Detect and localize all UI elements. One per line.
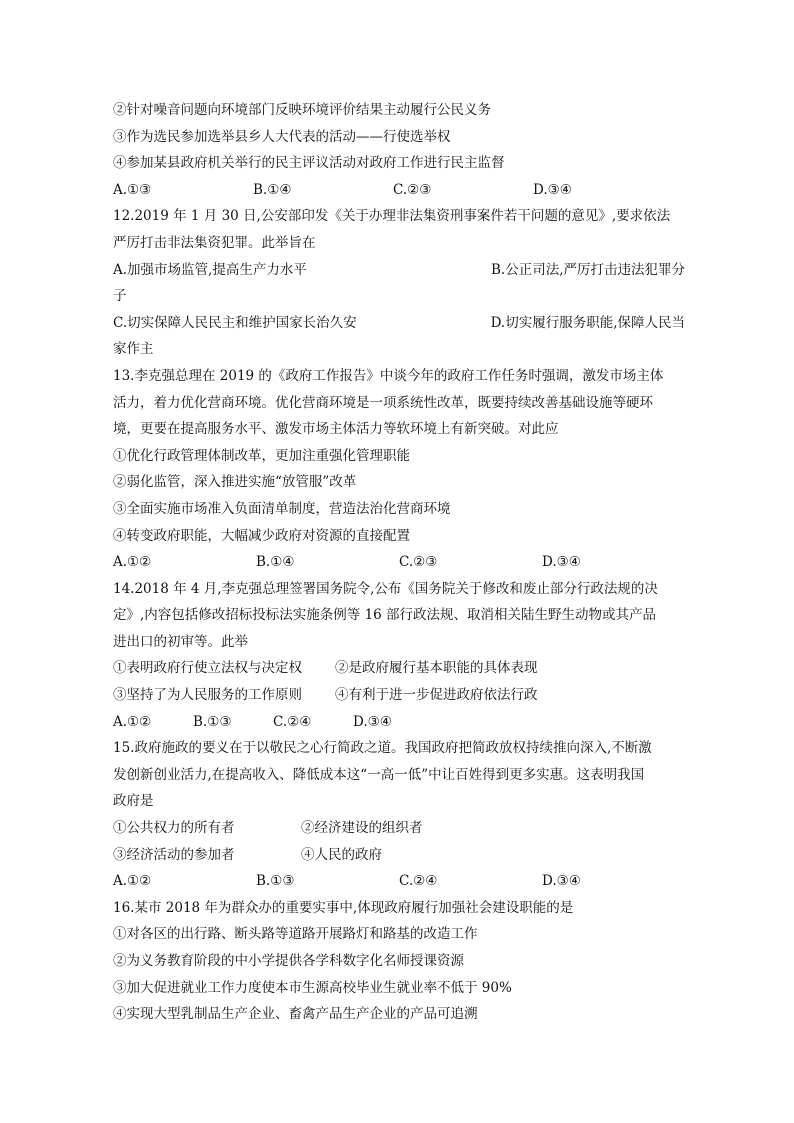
question-15 [113,735,685,895]
q14-items-row-2 [113,682,685,709]
question-13 [113,363,685,576]
q11-options [113,177,685,204]
q13-option-c: C.②③ [399,554,438,571]
q14-item-4: ④有利于进一步促进政府依法行政 [335,687,538,704]
q12-option-b-tail: 子 [113,288,127,305]
q15-option-a: A.①② [113,873,152,890]
q14-options [113,709,685,736]
q15-items-row-1 [113,815,685,842]
q15-stem-line-1: 15.政府施政的要义在于以敬民之心行简政之道。我国政府把简政放权持续推向深入,不断激 [113,740,652,757]
q15-item-3: ③经济活动的参加者 [113,846,235,863]
q14-item-2: ②是政府履行基本职能的具体表现 [335,660,538,677]
q13-stem-line-3: 境，更要在提高服务水平、激发市场主体活力等软环境上有新突破。对此应 [113,421,559,438]
q14-stem-line-2: 定》,内容包括修改招标投标法实施条例等 16 部行政法规、取消相关陆生野生动物或其产品 [113,607,657,624]
q16-item-3: ③加大促进就业工作力度使本市生源高校毕业生就业率不低于 90% [113,979,512,996]
q12-options-row-1 [113,257,685,284]
q14-item-3: ③坚持了为人民服务的工作原则 [113,687,302,704]
q15-options [113,868,685,895]
q11-option-c: C.②③ [393,181,432,198]
q16-stem-line-1: 16.某市 2018 年为群众办的重要实事中,体现政府履行加强社会建设职能的是 [113,899,574,916]
q14-items-row-1 [113,655,685,682]
q14-option-c: C.②④ [273,713,312,730]
q12-option-d: D.切实履行服务职能,保障人民当 [490,314,685,331]
question-14 [113,576,685,736]
q13-item-3: ③全面实施市场准入负面清单制度，营造法治化营商环境 [113,500,451,517]
q13-option-d: D.③④ [542,554,581,571]
q13-options [113,549,685,576]
q14-stem-line-3: 进出口的初审等。此举 [113,633,248,650]
q11-option-d: D.③④ [533,181,572,198]
q12-option-b: B.公正司法,严厉打击违法犯罪分 [490,261,685,278]
q15-item-4: ④人民的政府 [301,846,382,863]
q13-item-4: ④转变政府职能，大幅减少政府对资源的直接配置 [113,527,410,544]
q12-stem-line-2: 严厉打击非法集资犯罪。此举旨在 [113,234,316,251]
q13-stem-line-2: 活力，着力优化营商环境。优化营商环境是一项系统性改革，既要持续改善基础设施等硬环 [113,394,653,411]
q15-option-d: D.③④ [542,873,581,890]
q15-option-c: C.②④ [399,873,438,890]
q12-option-d-tail: 家作主 [113,341,154,358]
q11-item-2: ②针对噪音问题向环境部门反映环境评价结果主动履行公民义务 [113,102,491,118]
q16-item-4: ④实现大型乳制品生产企业、畜禽产品生产企业的产品可追溯 [113,1006,478,1023]
q14-option-a: A.①② [113,713,152,730]
q14-stem-line-1: 14.2018 年 4 月,李克强总理签署国务院令,公布《国务院关于修改和废止部分行政法规的决 [113,580,658,597]
q12-stem-line-1: 12.2019 年 1 月 30 日,公安部印发《关于办理非法集资刑事案件若干问题的意见》,要求依法 [113,208,671,225]
q13-stem-line-1: 13.李克强总理在 2019 的《政府工作报告》中谈今年的政府工作任务时强调，激发市场主体 [113,367,664,384]
question-12 [113,203,685,363]
q13-item-2: ②弱化监管，深入推进实施“放管服”改革 [113,474,357,491]
q16-item-1: ①对各区的出行路、断头路等道路开展路灯和路基的改造工作 [113,926,478,943]
question-11 [113,97,685,203]
q15-item-2: ②经济建设的组织者 [301,820,423,837]
q14-option-b: B.①③ [193,713,232,730]
q13-option-a: A.①② [113,554,152,571]
q15-items-row-2 [113,842,685,869]
q11-option-b: B.①④ [253,181,292,198]
q12-options-row-2 [113,310,685,337]
q11-option-a: A.①③ [113,181,152,198]
q11-item-3: ③作为选民参加选举县乡人大代表的活动——行使选举权 [113,128,451,145]
q15-item-1: ①公共权力的所有者 [113,820,235,837]
q12-option-a: A.加强市场监管,提高生产力水平 [113,261,307,278]
q14-option-d: D.③④ [353,713,392,730]
q13-option-b: B.①④ [256,554,295,571]
q15-stem-line-2: 发创新创业活力,在提高收入、降低成本这“一高一低”中让百姓得到更多实惠。这表明我国 [113,766,645,783]
q15-option-b: B.①③ [256,873,295,890]
q11-item-4: ④参加某县政府机关举行的民主评议活动对政府工作进行民主监督 [113,155,505,172]
q15-stem-line-3: 政府是 [113,793,154,810]
page-content [113,97,685,1028]
q14-item-1: ①表明政府行使立法权与决定权 [113,660,302,677]
q16-item-2: ②为义务教育阶段的中小学提供各学科数字化名师授课资源 [113,953,464,969]
q12-option-c: C.切实保障人民民主和维护国家长治久安 [113,314,357,331]
q13-item-1: ①优化行政管理体制改革，更加注重强化管理职能 [113,447,410,464]
question-16 [113,895,685,1028]
